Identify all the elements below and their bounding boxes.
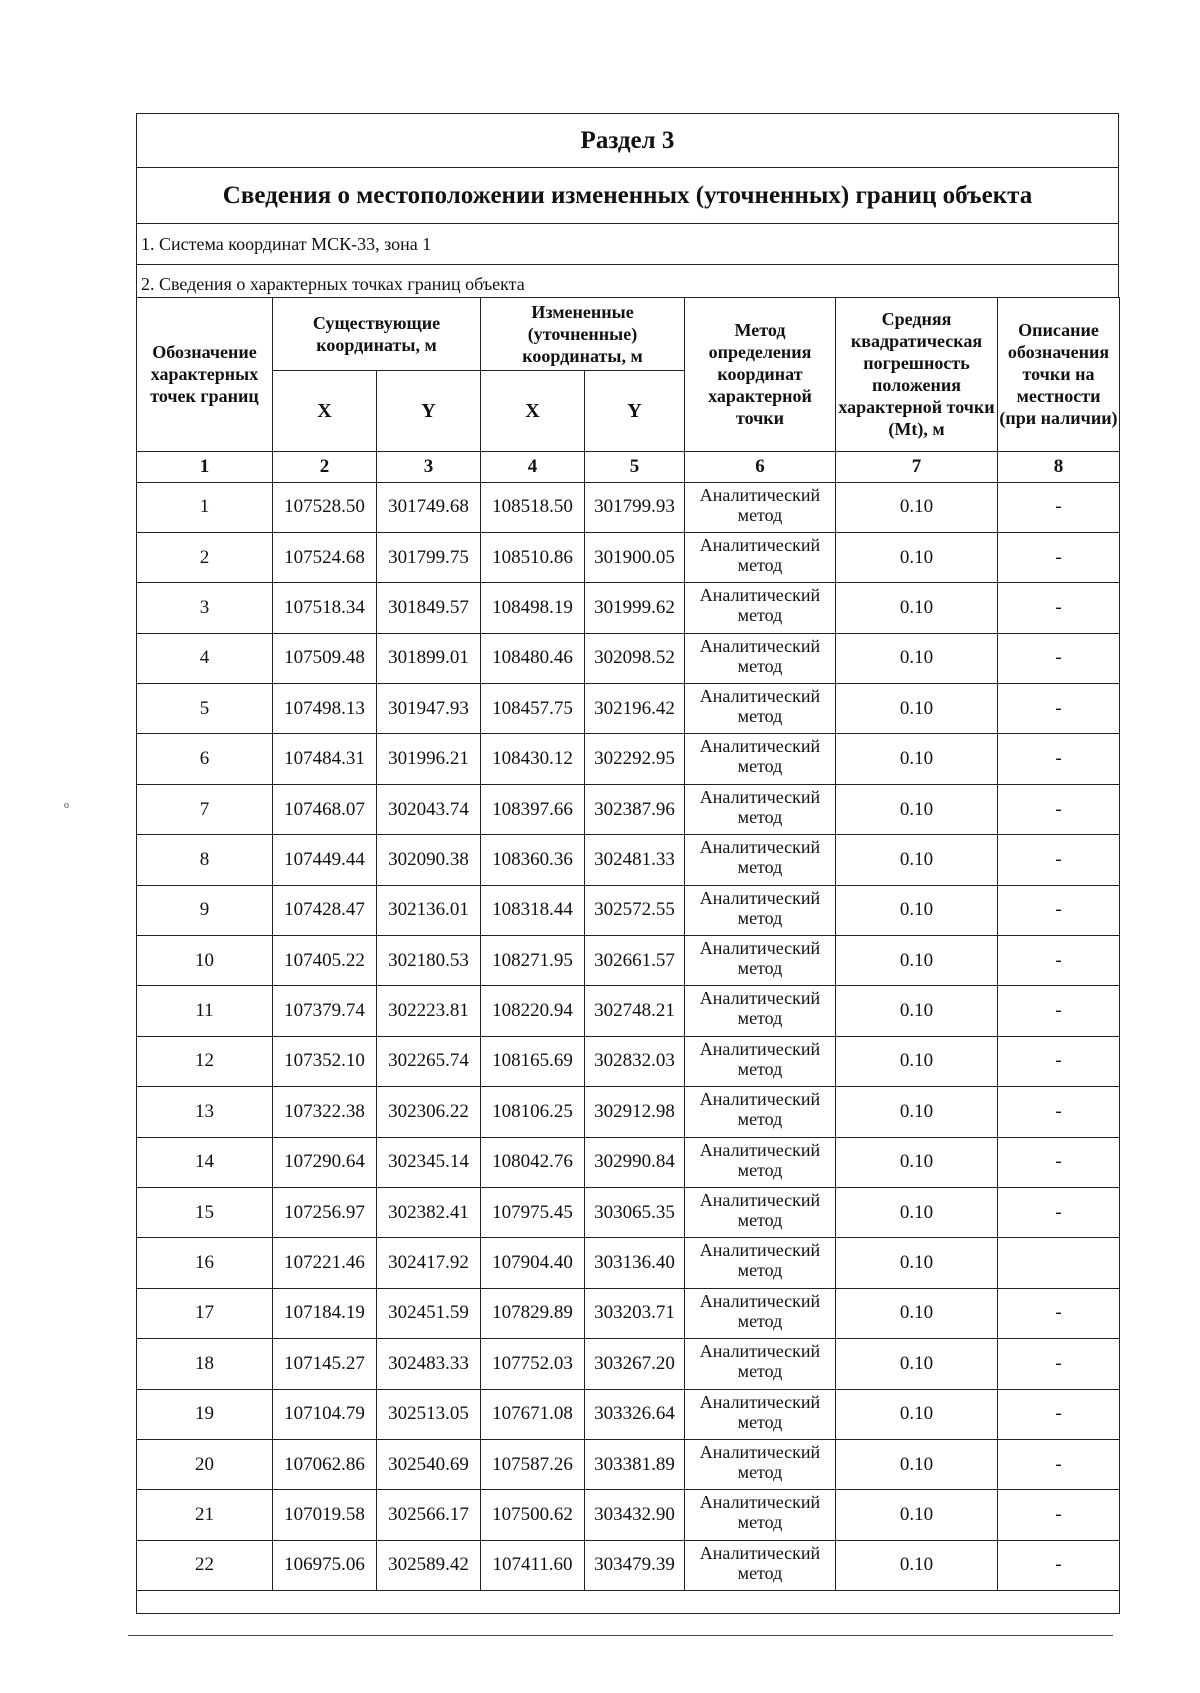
empty-cell <box>137 1591 1120 1614</box>
existing-y-cell: 302306.22 <box>377 1087 481 1137</box>
table-body <box>137 482 1120 1591</box>
existing-y-cell: 302345.14 <box>377 1137 481 1187</box>
method-text-line: метод <box>737 1008 783 1029</box>
method-cell <box>685 1339 836 1389</box>
method-cell <box>685 633 836 683</box>
description-cell <box>998 1238 1120 1288</box>
existing-x-cell: 107062.86 <box>273 1439 377 1489</box>
point-number-cell: 13 <box>137 1087 273 1137</box>
method-text-line: метод <box>737 907 783 928</box>
existing-y-cell: 301749.68 <box>377 482 481 532</box>
method-cell <box>685 1137 836 1187</box>
error-cell: 0.10 <box>836 1238 998 1288</box>
existing-x-cell: 107352.10 <box>273 1036 377 1086</box>
changed-coords-header: Измененные (уточненные) координаты, м <box>481 297 685 370</box>
error-cell: 0.10 <box>836 1187 998 1237</box>
method-text-line: Аналитический <box>699 938 821 959</box>
method-text-line: Аналитический <box>699 1290 821 1311</box>
point-number-cell: 17 <box>137 1288 273 1338</box>
error-cell: 0.10 <box>836 482 998 532</box>
coordinate-system: 1. Система координат МСК-33, зона 1 <box>137 224 1118 265</box>
point-number-cell: 14 <box>137 1137 273 1187</box>
existing-x-cell: 106975.06 <box>273 1540 377 1590</box>
footer-rule <box>128 1635 1113 1636</box>
description-cell: - <box>998 583 1120 633</box>
existing-x-cell: 107428.47 <box>273 885 377 935</box>
method-text-line: Аналитический <box>699 1341 821 1362</box>
point-number-cell: 11 <box>137 986 273 1036</box>
table-row <box>137 1036 1120 1086</box>
method-text-line: метод <box>737 1461 783 1482</box>
changed-x-cell: 107975.45 <box>481 1187 585 1237</box>
error-cell: 0.10 <box>836 684 998 734</box>
existing-y-cell: 302090.38 <box>377 835 481 885</box>
existing-x-cell: 107221.46 <box>273 1238 377 1288</box>
table-row <box>137 1087 1120 1137</box>
method-cell <box>685 1087 836 1137</box>
method-text-line: Аналитический <box>699 686 821 707</box>
changed-y-cell: 302292.95 <box>585 734 685 784</box>
table-row <box>137 1187 1120 1237</box>
document-sheet <box>136 113 1119 1614</box>
column-number: 2 <box>273 451 377 482</box>
existing-x-cell: 107322.38 <box>273 1087 377 1137</box>
point-number-cell: 19 <box>137 1389 273 1439</box>
description-cell: - <box>998 835 1120 885</box>
changed-y-cell: 301999.62 <box>585 583 685 633</box>
changed-y-cell: 301799.93 <box>585 482 685 532</box>
changed-y-cell: 302572.55 <box>585 885 685 935</box>
existing-x-cell: 107449.44 <box>273 835 377 885</box>
method-text-line: метод <box>737 655 783 676</box>
method-cell <box>685 1238 836 1288</box>
error-cell: 0.10 <box>836 986 998 1036</box>
method-text-line: метод <box>737 1058 783 1079</box>
changed-x-header: X <box>481 370 585 451</box>
existing-x-header: X <box>273 370 377 451</box>
error-cell: 0.10 <box>836 835 998 885</box>
table-row <box>137 1238 1120 1288</box>
changed-y-cell: 303479.39 <box>585 1540 685 1590</box>
changed-y-cell: 302661.57 <box>585 936 685 986</box>
existing-y-cell: 302513.05 <box>377 1389 481 1439</box>
method-text-line: Аналитический <box>699 1240 821 1261</box>
method-text-line: метод <box>737 1512 783 1533</box>
changed-y-cell: 302912.98 <box>585 1087 685 1137</box>
table-row <box>137 633 1120 683</box>
error-cell: 0.10 <box>836 1137 998 1187</box>
method-cell <box>685 835 836 885</box>
table-row <box>137 583 1120 633</box>
method-cell <box>685 734 836 784</box>
error-cell: 0.10 <box>836 1540 998 1590</box>
column-number: 4 <box>481 451 585 482</box>
description-cell: - <box>998 885 1120 935</box>
method-text-line: метод <box>737 756 783 777</box>
description-cell: - <box>998 532 1120 582</box>
method-text-line: Аналитический <box>699 887 821 908</box>
point-number-cell: 21 <box>137 1490 273 1540</box>
table-row <box>137 936 1120 986</box>
method-text-line: метод <box>737 806 783 827</box>
table-row <box>137 1540 1120 1590</box>
description-cell: - <box>998 684 1120 734</box>
existing-y-cell: 301947.93 <box>377 684 481 734</box>
changed-y-cell: 303065.35 <box>585 1187 685 1237</box>
method-text-line: Аналитический <box>699 736 821 757</box>
method-text-line: метод <box>737 1562 783 1583</box>
header-box <box>136 113 1119 298</box>
existing-x-cell: 107379.74 <box>273 986 377 1036</box>
method-text-line: метод <box>737 1310 783 1331</box>
existing-y-cell: 302382.41 <box>377 1187 481 1237</box>
error-cell: 0.10 <box>836 1087 998 1137</box>
changed-x-cell: 107904.40 <box>481 1238 585 1288</box>
error-cell: 0.10 <box>836 734 998 784</box>
method-cell <box>685 1187 836 1237</box>
method-text-line: метод <box>737 605 783 626</box>
existing-y-cell: 301996.21 <box>377 734 481 784</box>
method-text-line: Аналитический <box>699 988 821 1009</box>
changed-y-cell: 302990.84 <box>585 1137 685 1187</box>
method-cell <box>685 1540 836 1590</box>
method-cell <box>685 1288 836 1338</box>
error-cell: 0.10 <box>836 1490 998 1540</box>
method-text-line: Аналитический <box>699 1038 821 1059</box>
error-cell: 0.10 <box>836 1288 998 1338</box>
changed-x-cell: 108271.95 <box>481 936 585 986</box>
method-cell <box>685 885 836 935</box>
existing-y-cell: 301849.57 <box>377 583 481 633</box>
table-row <box>137 734 1120 784</box>
error-cell: 0.10 <box>836 1439 998 1489</box>
changed-y-cell: 303136.40 <box>585 1238 685 1288</box>
changed-y-cell: 303326.64 <box>585 1389 685 1439</box>
table-row <box>137 885 1120 935</box>
description-cell: - <box>998 1288 1120 1338</box>
existing-x-cell: 107498.13 <box>273 684 377 734</box>
description-cell: - <box>998 1187 1120 1237</box>
table-row <box>137 1389 1120 1439</box>
designation-header: Обозначение характерных точек границ <box>137 297 273 451</box>
table-row <box>137 1288 1120 1338</box>
existing-x-cell: 107184.19 <box>273 1288 377 1338</box>
method-text-line: Аналитический <box>699 837 821 858</box>
method-text-line: Аналитический <box>699 1542 821 1563</box>
method-text-line: метод <box>737 1260 783 1281</box>
table-row <box>137 1490 1120 1540</box>
error-cell: 0.10 <box>836 1036 998 1086</box>
existing-y-cell: 302136.01 <box>377 885 481 935</box>
existing-y-cell: 302566.17 <box>377 1490 481 1540</box>
method-text-line: метод <box>737 1159 783 1180</box>
existing-x-cell: 107405.22 <box>273 936 377 986</box>
method-text-line: Аналитический <box>699 1139 821 1160</box>
existing-y-cell: 302417.92 <box>377 1238 481 1288</box>
description-cell: - <box>998 1137 1120 1187</box>
existing-y-cell: 302180.53 <box>377 936 481 986</box>
method-text-line: метод <box>737 1361 783 1382</box>
method-cell <box>685 482 836 532</box>
table-row <box>137 1339 1120 1389</box>
changed-x-cell: 108165.69 <box>481 1036 585 1086</box>
table-row <box>137 784 1120 834</box>
method-cell <box>685 583 836 633</box>
boundary-points-table <box>136 297 1120 1615</box>
existing-x-cell: 107518.34 <box>273 583 377 633</box>
method-cell <box>685 684 836 734</box>
point-number-cell: 1 <box>137 482 273 532</box>
error-cell: 0.10 <box>836 885 998 935</box>
method-cell <box>685 1490 836 1540</box>
points-heading: 2. Сведения о характерных точках границ объекта <box>141 274 525 294</box>
method-text-line: Аналитический <box>699 1441 821 1462</box>
table-row <box>137 482 1120 532</box>
changed-x-cell: 107587.26 <box>481 1439 585 1489</box>
method-text-line: метод <box>737 857 783 878</box>
point-number-cell: 20 <box>137 1439 273 1489</box>
existing-x-cell: 107019.58 <box>273 1490 377 1540</box>
point-number-cell: 18 <box>137 1339 273 1389</box>
table-row <box>137 532 1120 582</box>
changed-x-cell: 108042.76 <box>481 1137 585 1187</box>
column-number: 3 <box>377 451 481 482</box>
changed-x-cell: 107829.89 <box>481 1288 585 1338</box>
method-cell <box>685 936 836 986</box>
description-cell: - <box>998 1540 1120 1590</box>
existing-y-cell: 301799.75 <box>377 532 481 582</box>
changed-x-cell: 107411.60 <box>481 1540 585 1590</box>
changed-x-cell: 108318.44 <box>481 885 585 935</box>
method-text-line: Аналитический <box>699 484 821 505</box>
point-number-cell: 7 <box>137 784 273 834</box>
point-number-cell: 6 <box>137 734 273 784</box>
table-row <box>137 986 1120 1036</box>
changed-y-cell: 303432.90 <box>585 1490 685 1540</box>
existing-x-cell: 107104.79 <box>273 1389 377 1439</box>
existing-y-cell: 302265.74 <box>377 1036 481 1086</box>
method-cell <box>685 986 836 1036</box>
changed-y-cell: 302832.03 <box>585 1036 685 1086</box>
method-text-line: метод <box>737 958 783 979</box>
method-text-line: Аналитический <box>699 585 821 606</box>
point-number-cell: 5 <box>137 684 273 734</box>
error-cell: 0.10 <box>836 936 998 986</box>
existing-y-cell: 302043.74 <box>377 784 481 834</box>
changed-y-cell: 302481.33 <box>585 835 685 885</box>
changed-y-cell: 302098.52 <box>585 633 685 683</box>
changed-y-cell: 303381.89 <box>585 1439 685 1489</box>
method-text-line: Аналитический <box>699 1189 821 1210</box>
error-cell: 0.10 <box>836 583 998 633</box>
changed-y-cell: 302196.42 <box>585 684 685 734</box>
changed-x-cell: 108510.86 <box>481 532 585 582</box>
method-cell <box>685 1036 836 1086</box>
method-text-line: Аналитический <box>699 635 821 656</box>
method-text-line: Аналитический <box>699 786 821 807</box>
existing-y-cell: 302589.42 <box>377 1540 481 1590</box>
description-cell: - <box>998 1339 1120 1389</box>
point-number-cell: 4 <box>137 633 273 683</box>
changed-x-cell: 108518.50 <box>481 482 585 532</box>
changed-x-cell: 108430.12 <box>481 734 585 784</box>
method-text-line: Аналитический <box>699 534 821 555</box>
description-cell: - <box>998 1087 1120 1137</box>
changed-x-cell: 108457.75 <box>481 684 585 734</box>
description-cell: - <box>998 734 1120 784</box>
error-cell: 0.10 <box>836 1389 998 1439</box>
existing-x-cell: 107290.64 <box>273 1137 377 1187</box>
method-text-line: метод <box>737 1209 783 1230</box>
existing-x-cell: 107509.48 <box>273 633 377 683</box>
description-cell: - <box>998 1490 1120 1540</box>
method-cell <box>685 1439 836 1489</box>
document-subtitle: Сведения о местоположении измененных (уточненных) границ объекта <box>137 168 1118 224</box>
description-cell: - <box>998 1036 1120 1086</box>
table-row <box>137 1439 1120 1489</box>
changed-y-cell: 302748.21 <box>585 986 685 1036</box>
point-number-cell: 10 <box>137 936 273 986</box>
table-row <box>137 1137 1120 1187</box>
existing-y-cell: 302223.81 <box>377 986 481 1036</box>
method-cell <box>685 532 836 582</box>
method-cell <box>685 1389 836 1439</box>
changed-x-cell: 108106.25 <box>481 1087 585 1137</box>
changed-y-cell: 301900.05 <box>585 532 685 582</box>
error-header: Средняя квадратическая погрешность положения характерной точки (Mt), м <box>836 297 998 451</box>
existing-y-cell: 302483.33 <box>377 1339 481 1389</box>
method-text-line: метод <box>737 1411 783 1432</box>
table-row <box>137 684 1120 734</box>
column-number: 6 <box>685 451 836 482</box>
existing-x-cell: 107484.31 <box>273 734 377 784</box>
margin-mark: o <box>64 800 69 811</box>
method-text-line: метод <box>737 706 783 727</box>
point-number-cell: 8 <box>137 835 273 885</box>
changed-x-cell: 108220.94 <box>481 986 585 1036</box>
point-number-cell: 22 <box>137 1540 273 1590</box>
changed-x-cell: 108498.19 <box>481 583 585 633</box>
existing-x-cell: 107528.50 <box>273 482 377 532</box>
point-number-cell: 16 <box>137 1238 273 1288</box>
description-cell: - <box>998 1389 1120 1439</box>
existing-y-cell: 302540.69 <box>377 1439 481 1489</box>
method-text-line: Аналитический <box>699 1089 821 1110</box>
column-number: 1 <box>137 451 273 482</box>
error-cell: 0.10 <box>836 633 998 683</box>
changed-y-header: Y <box>585 370 685 451</box>
column-number: 7 <box>836 451 998 482</box>
existing-y-cell: 301899.01 <box>377 633 481 683</box>
table-empty-row <box>137 1591 1120 1614</box>
description-header: Описание обозначения точки на местности (при наличии) <box>998 297 1120 451</box>
point-number-cell: 9 <box>137 885 273 935</box>
existing-x-cell: 107524.68 <box>273 532 377 582</box>
existing-y-cell: 302451.59 <box>377 1288 481 1338</box>
description-cell: - <box>998 936 1120 986</box>
error-cell: 0.10 <box>836 1339 998 1389</box>
method-text-line: метод <box>737 554 783 575</box>
changed-x-cell: 108360.36 <box>481 835 585 885</box>
column-number: 8 <box>998 451 1120 482</box>
existing-x-cell: 107145.27 <box>273 1339 377 1389</box>
changed-y-cell: 303267.20 <box>585 1339 685 1389</box>
method-text-line: метод <box>737 504 783 525</box>
existing-coords-header: Существующие координаты, м <box>273 297 481 370</box>
point-number-cell: 3 <box>137 583 273 633</box>
point-number-cell: 2 <box>137 532 273 582</box>
changed-x-cell: 107500.62 <box>481 1490 585 1540</box>
existing-x-cell: 107256.97 <box>273 1187 377 1237</box>
point-number-cell: 12 <box>137 1036 273 1086</box>
section-title: Раздел 3 <box>137 114 1118 168</box>
changed-y-cell: 303203.71 <box>585 1288 685 1338</box>
column-number: 5 <box>585 451 685 482</box>
method-text-line: метод <box>737 1109 783 1130</box>
description-cell: - <box>998 986 1120 1036</box>
error-cell: 0.10 <box>836 532 998 582</box>
description-cell: - <box>998 633 1120 683</box>
table-row <box>137 835 1120 885</box>
description-cell: - <box>998 1439 1120 1489</box>
changed-x-cell: 107671.08 <box>481 1389 585 1439</box>
existing-x-cell: 107468.07 <box>273 784 377 834</box>
method-header: Метод определения координат характерной точки <box>685 297 836 451</box>
point-number-cell: 15 <box>137 1187 273 1237</box>
method-text-line: Аналитический <box>699 1492 821 1513</box>
changed-y-cell: 302387.96 <box>585 784 685 834</box>
changed-x-cell: 107752.03 <box>481 1339 585 1389</box>
changed-x-cell: 108397.66 <box>481 784 585 834</box>
error-cell: 0.10 <box>836 784 998 834</box>
method-text-line: Аналитический <box>699 1391 821 1412</box>
description-cell: - <box>998 482 1120 532</box>
description-cell: - <box>998 784 1120 834</box>
changed-x-cell: 108480.46 <box>481 633 585 683</box>
existing-y-header: Y <box>377 370 481 451</box>
method-cell <box>685 784 836 834</box>
